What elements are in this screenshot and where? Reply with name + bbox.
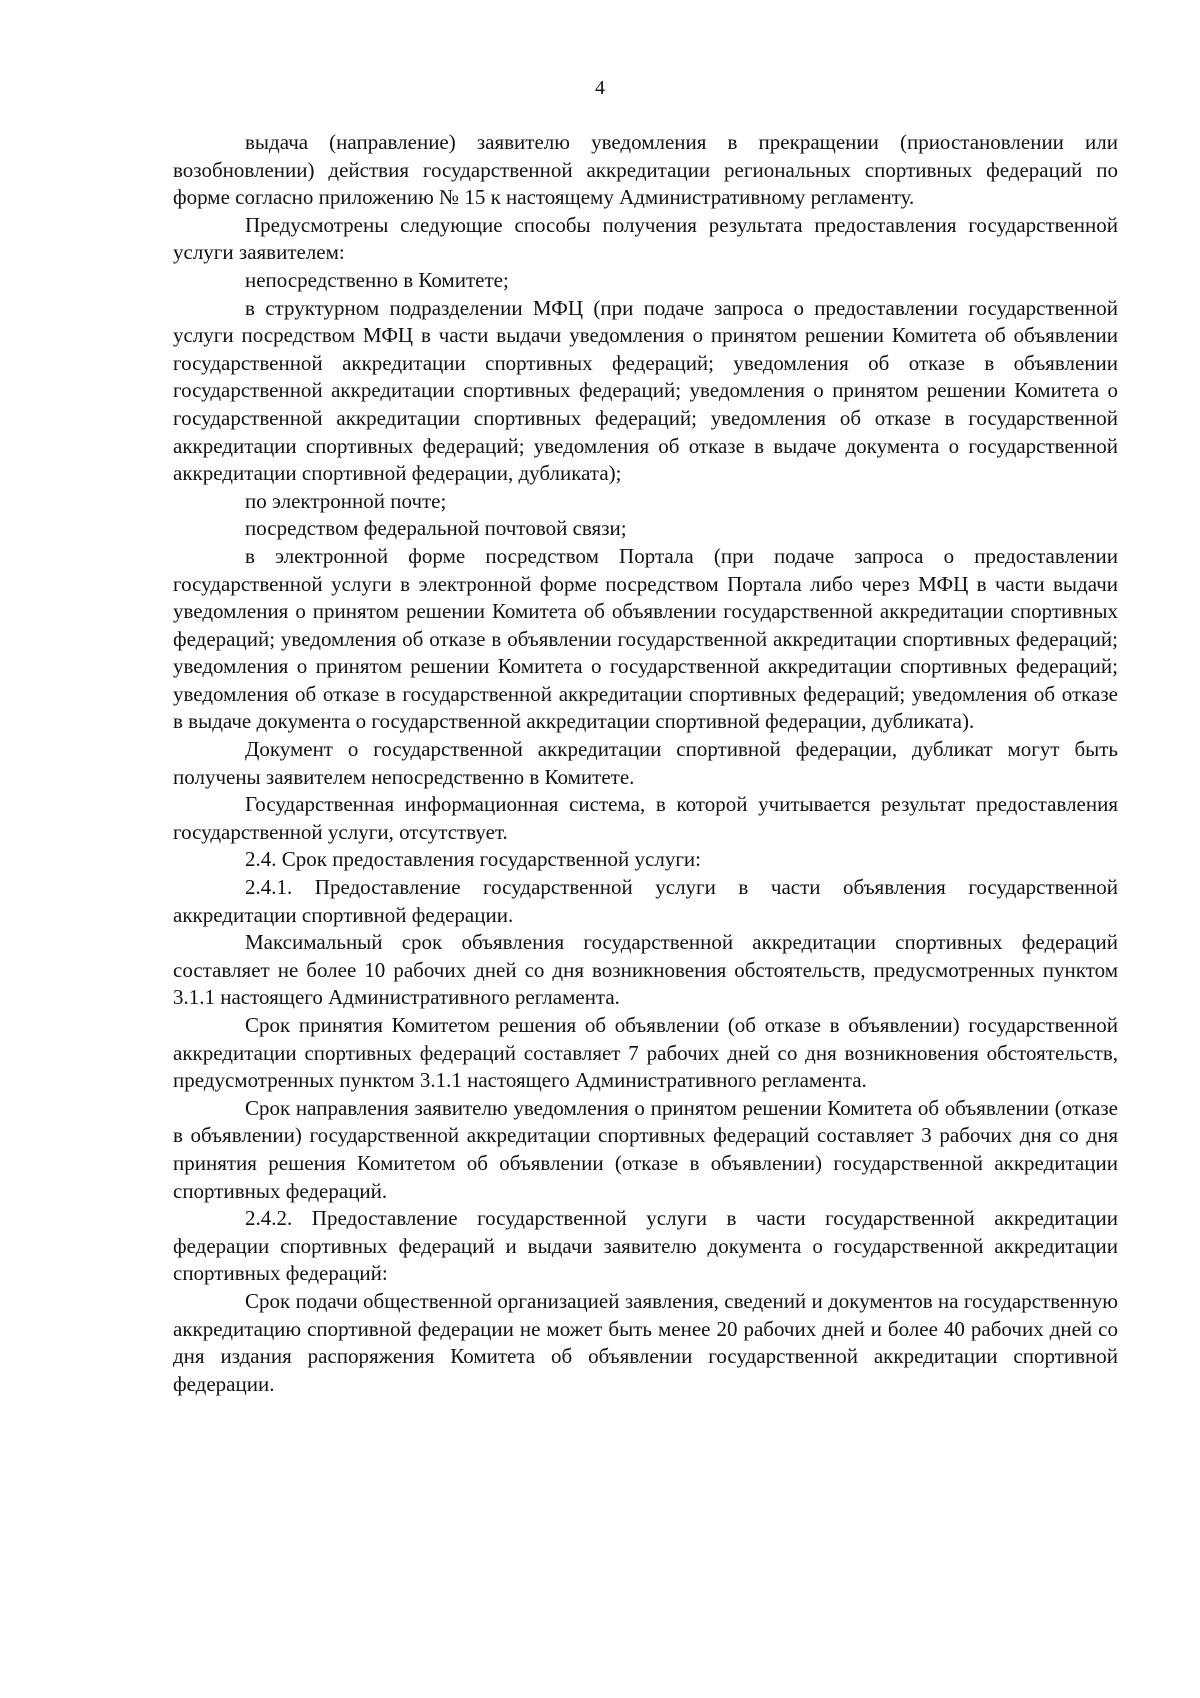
- paragraph-max-term: Максимальный срок объявления государственной аккредитации спортивных федераций составляет не более 10 рабочих дней со дня возникновения обстоятельств, предусмотренных пунктом 3.1.1 настоящего Административного регламента.: [173, 930, 1118, 1010]
- section-heading-2-4-1: 2.4.1. Предоставление государственной услуги в части объявления государственной аккредитации спортивной федерации.: [173, 875, 1118, 927]
- page-number: 4: [595, 77, 605, 99]
- paragraph-methods-intro: Предусмотрены следующие способы получения результата предоставления государственной услуги заявителем:: [173, 212, 1118, 265]
- paragraph-application-term: Срок подачи общественной организацией заявления, сведений и документов на государственную аккредитацию спортивной федерации не может быть менее 20 рабочих дней и более 40 рабочих дней со дня издания распоряжения Комитета об объявлении государственной аккредитации спортивной федерации.: [173, 1288, 1118, 1396]
- paragraph-info-system: Государственная информационная система, в которой учитывается результат предоставления государственной услуги, отсутствует.: [173, 792, 1118, 844]
- paragraph-decision-term: Срок принятия Комитетом решения об объявлении (об отказе в объявлении) государственной аккредитации спортивных федераций составляет 7 рабочих дней со дня возникновения обстоятельств, предусмотренных пунктом 3.1.1 настоящего Административного регламента.: [173, 1013, 1118, 1093]
- paragraph-method-portal: в электронной форме посредством Портала (при подаче запроса о предоставлении государственной услуги в электронной форме посредством Портала либо через МФЦ в части выдачи уведомления о принятом решении Комитета об объявлении государственной аккредитации спортивных федераций; уведомления об отказе в объявлении государственной аккредитации спортивных федераций; уведомления о принятом решении Комитета о государственной аккредитации спортивных федераций; уведомления об отказе в государственной аккредитации спортивных федераций; уведомления об отказе в выдаче документа о государственной аккредитации спортивной федерации, дубликата).: [173, 543, 1118, 734]
- paragraph-document-receipt: Документ о государственной аккредитации спортивной федерации, дубликат могут быть получены заявителем непосредственно в Комитете.: [173, 737, 1118, 789]
- document-body: [173, 129, 1118, 1398]
- section-heading-2-4-2: 2.4.2. Предоставление государственной услуги в части государственной аккредитации федерации спортивных федераций и выдачи заявителю документа о государственной аккредитации спортивных федераций:: [173, 1206, 1118, 1286]
- paragraph-result-issuance: выдача (направление) заявителю уведомления в прекращении (приостановлении или возобновлении) действия государственной аккредитации региональных спортивных федераций по форме согласно приложению № 15 к настоящему Административному регламенту.: [173, 130, 1118, 210]
- paragraph-method-mfc: в структурном подразделении МФЦ (при подаче запроса о предоставлении государственной услуги посредством МФЦ в части выдачи уведомления о принятом решении Комитета об объявлении государственной аккредитации спортивных федераций; уведомления об отказе в объявлении государственной аккредитации спортивных федераций; уведомления о принятом решении Комитета о государственной аккредитации спортивных федераций; уведомления об отказе в государственной аккредитации спортивных федераций; уведомления об отказе в выдаче документа о государственной аккредитации спортивной федерации, дубликата);: [173, 295, 1118, 486]
- paragraph-method-email: по электронной почте;: [245, 488, 447, 513]
- paragraph-method-committee: непосредственно в Комитете;: [245, 267, 509, 292]
- paragraph-notification-term: Срок направления заявителю уведомления о принятом решении Комитета об объявлении (отказе в объявлении) государственной аккредитации спортивных федераций составляет 3 рабочих дня со дня принятия решения Комитетом об объявлении (отказе в объявлении) государственной аккредитации спортивных федераций.: [173, 1095, 1118, 1203]
- paragraph-method-post: посредством федеральной почтовой связи;: [245, 516, 627, 541]
- section-heading-2-4: 2.4. Срок предоставления государственной услуги:: [245, 847, 702, 872]
